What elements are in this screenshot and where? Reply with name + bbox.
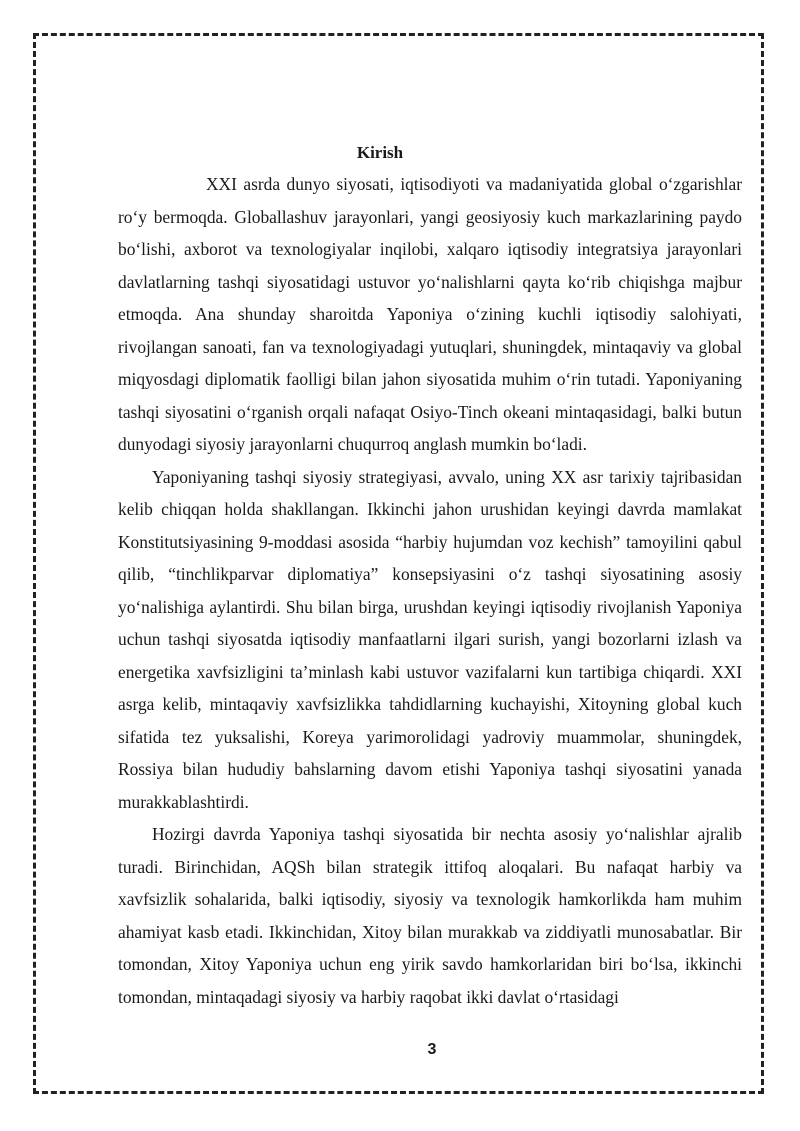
- paragraph-1: XXI asrda dunyo siyosati, iqtisodiyoti va madaniyatida global o‘zgarishlar ro‘y bermoqda. Globallashuv jarayonlari, yangi geosiyosiy kuch markazlarining paydo bo‘lishi, axborot va texnologiyalar inqilobi, xalqaro iqtisodiy integratsiya jarayonlari davlatlarning tashqi siyosatidagi ustuvor yo‘nalishlarni qayta ko‘rib chiqishga majbur etmoqda. Ana shunday sharoitda Yaponiya o‘zining kuchli iqtisodiy salohiyati, rivojlangan sanoati, fan va texnologiyadagi yutuqlari, shuningdek, mintaqaviy va global miqyosdagi diplomatik faolligi bilan jahon siyosatida muhim o‘rin tutadi. Yaponiyaning tashqi siyosatini o‘rganish orqali nafaqat Osiyo-Tinch okeani mintaqasidagi, balki butun dunyodagi siyosiy jarayonlarni chuqurroq anglash mumkin bo‘ladi.: [118, 174, 742, 454]
- section-title: Kirish: [356, 143, 404, 162]
- document-body: [118, 168, 742, 1013]
- paragraph-3: Hozirgi davrda Yaponiya tashqi siyosatida bir nechta asosiy yo‘nalishlar ajralib turadi. Birinchidan, AQSh bilan strategik ittifoq aloqalari. Bu nafaqat harbiy va xavfsizlik sohalarida, balki iqtisodiy, siyosiy va texnologik hamkorlikda ham muhim ahamiyat kasb etadi. Ikkinchidan, Xitoy bilan murakkab va ziddiyatli munosabatlar. Bir tomondan, Xitoy Yaponiya uchun eng yirik savdo hamkorlaridan biri bo‘lsa, ikkinchi tomondan, mintaqadagi siyosiy va harbiy raqobat ikki davlat o‘rtasidagi: [118, 824, 742, 1007]
- page-number: 3: [427, 1041, 437, 1058]
- paragraph-2: Yaponiyaning tashqi siyosiy strategiyasi, avvalo, uning XX asr tarixiy tajribasidan kelib chiqqan holda shakllangan. Ikkinchi jahon urushidan keyingi davrda mamlakat Konstitutsiyasining 9-moddasi asosida “harbiy hujumdan voz kechish” tamoyilini qabul qilib, “tinchlikparvar diplomatiya” konsepsiyasini o‘z tashqi siyosatining asosiy yo‘nalishiga aylantirdi. Shu bilan birga, urushdan keyingi iqtisodiy rivojlanish Yaponiya uchun tashqi siyosatda iqtisodiy manfaatlarni ilgari surish, yangi bozorlarni izlash va energetika xavfsizligini ta’minlash kabi ustuvor vazifalarni kun tartibiga chiqardi. XXI asrga kelib, mintaqaviy xavfsizlikka tahdidlarning kuchayishi, Xitoyning global kuch sifatida tez yuksalishi, Koreya yarimorolidagi yadroviy muammolar, shuningdek, Rossiya bilan hududiy bahslarning davom etishi Yaponiya tashqi siyosatini yanada murakkablashtirdi.: [118, 466, 742, 812]
